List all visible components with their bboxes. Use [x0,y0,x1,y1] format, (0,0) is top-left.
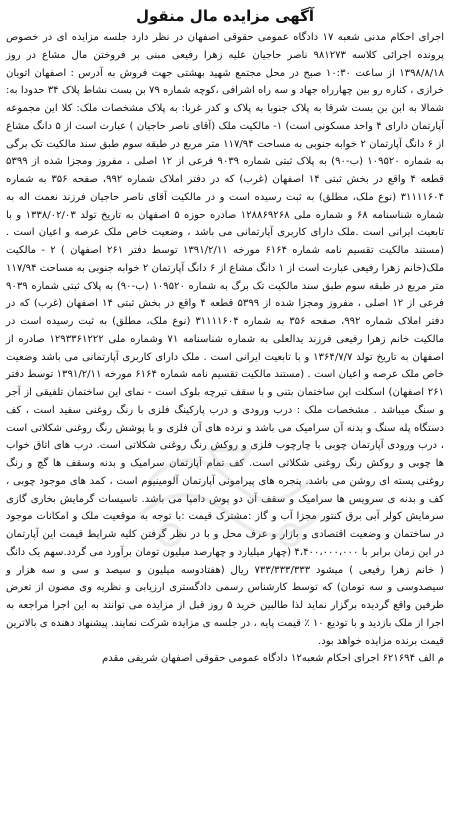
notice-body: اجرای احکام مدنی شعبه ۱۷ دادگاه عمومی حقوقی اصفهان در نظر دارد جلسه مزایده ای در خصوص پرونده اجرائی کلاسه ۹۸۱۲۷۳ ناصر حاجیان علیه زهرا رفیعی مبنی بر فروختن مال مشاع در روز ۱۳۹۸/۸/۱۸ از ساعت ۱۰:۳۰ صبح در محل مجتمع شهید بهشتی جهت فروش به آدرس : اصفهان اتوبان خرازی ، کناره رو بین چهارراه جهاد و سه راه اشرافی ،کوچه شماره ۷۹ بن بست نشاط پلاک ۳۴ حدودا به: شمالا به ابن بن بست شرقا به پلاک جنوبا به پلاک و کدر غربا: به پلاک مشخصات ملک: کلا این مجموعه آپارتمان دارای ۴ واحد مسکونی است) ۱- مالکیت ملک (آقای ناصر حاجیان ) عبارت است از ۵ دانگ مشاع از ۶ دانگ آپارتمان ۲ خوابه جنوبی به مساحت ۱۱۷/۹۴ متر مربع در طبقه سوم طبق سند مالکیت تک برگی به شماره ۱۰۹۵۲۰ (ب-۹۰) به پلاک ثبتی شماره ۹۰۳۹ فرعی از ۱۲ اصلی ، مفروز ومجزا شده از ۵۳۹۹ قطعه ۴ واقع در بخش ثبتی ۱۴ اصفهان (غرب) که در دفتر املاک شماره ۹۹۲، صفحه ۳۵۶ به شماره ۳۱۱۱۱۶۰۴ (نوع ملک، مطلق) به ثبت رسیده است و در مالکیت آقای ناصر حاجیان فرزند نعمت اله به شماره شناسنامه ۶۸ و شماره ملی ۱۲۸۸۶۹۲۶۸ صادره حوزه ۵ اصفهان به تاریخ تولد ۱۳۳۸/۰۲/۰۳ و با تابعیت ایرانی است .ملک دارای کاربری آپارتمانی می باشد ، وضعیت خاص ملک عرصه و اعیان است . (مستند مالکیت تقسیم نامه شماره ۶۱۶۴ مورخه ۱۳۹۱/۲/۱۱ توسط دفتر ۲۶۱ اصفهان ) ۲ - مالکیت ملک(خانم زهرا رفیعی عبارت است از ۱ دانگ مشاع از ۶ دانگ آپارتمان ۲ خوابه جنوبی به مساحت ۱۱۷/۹۴ متر مربع در طبقه سوم طبق سند مالکیت تک برگ به شماره ۱۰۹۵۲۰ (ب-۹۰) به پلاک ثبتی شماره ۹۰۳۹ فرعی از ۱۲ اصلی ، مفروز ومجزا شده از ۵۳۹۹ قطعه ۴ واقع در بخش ثبتی ۱۴ اصفهان (غرب) که در دفتر املاک شماره ۹۹۲، صفحه ۳۵۶ به شماره ۳۱۱۱۱۶۰۴ (نوع ملک، مطلق) به ثبت رسیده است در مالکیت خانم زهرا رفیعی فرزند یدالعلی به شماره شناسنامه ۷۱ وشماره ملی ۱۲۹۳۳۶۱۲۲۲ صادره از اصفهان به تاریخ تولد ۱۳۶۴/۷/۷ و با تابعیت ایرانی است . ملک دارای کاربری آپارتمانی می باشد وضعیت خاص ملک عرصه و اعیان است . (مستند مالکیت تقسیم نامه شماره ۶۱۶۴ مورخه ۱۳۹۱/۲/۱۱ توسط دفتر ۲۶۱ اصفهان) اسکلت این ساختمان بتنی و با سقف تیرچه بلوک است - نمای این ساختمان تلفیقی از آجر و سنگ میباشد . مشخصات ملک : درب ورودی و درب پارکینگ فلزی با رنگ روغنی سفید است ، کف دستگاه پله سنگ و بدنه آن سرامیک می باشد و نرده های آن فلزی و با پوشش رنگ روغنی شکلاتی است ، درب ورودی آپارتمان چوبی با چارچوب فلزی و روکش رنگ روغنی شکلاتی است. درب های اتاق خواب ها چوبی و روکش رنگ روغنی شکلاتی است. کف تمام آپارتمان سرامیک و بدنه وسقف ها گچ و رنگ روغنی پسته ای روشن می باشد. پنجره های پیرامونی آپارتمان آلومینیوم است ، کمد های موجود چوبی ، کف و بدنه ی سرویس ها سرامیک و سقف آن دو پوش دامپا می باشد. تاسیسات گرمایش بخاری گازی سرمایش کولر آبی برق کنتور مجزا آب و گاز :مشترک قیمت :با توجه به موقعیت ملک و امکانات موجود در ساختمان و وضعیت اقتصادی و بازار و عرف محل و با در نظر گرفتن کلیه شرایط قیمت این آپارتمان در این زمان برابر با ۴،۴۰۰،۰۰۰،۰۰۰ (چهار میلیارد و چهارصد میلیون تومان برآورد می گردد.سهم یک دانگ ( خانم زهرا رفیعی ) میشود ۷۳۳/۳۳۳/۳۳۳ ریال (هفتادوسه میلیون و سیصد و سی و سه هزار و سیصدوسی و سه تومان) که توسط کارشناس رسمی دادگستری ارزیابی و نظریه وی مصون از تعرض طرفین واقع گردیده برگزار نماید لذا طالبین خرید ۵ روز قبل از مزایده می توانند به این اجرا مراجعه به اجرا از ملک بازدید و با تودیع ۱۰ ٪ قیمت پایه ، در جلسه ی مزایده شرکت نمایند. پیشنهاد دهنده ی بالاترین قیمت برنده مزایده خواهد بود. [6,32,445,647]
notice-footer: م الف ۶۲۱۶۹۴ اجرای احکام شعبه۱۲ دادگاه عمومی حقوقی اصفهان شریفی مقدم [102,653,444,665]
notice-title: آگهی مزایده مال منقول [135,7,315,25]
